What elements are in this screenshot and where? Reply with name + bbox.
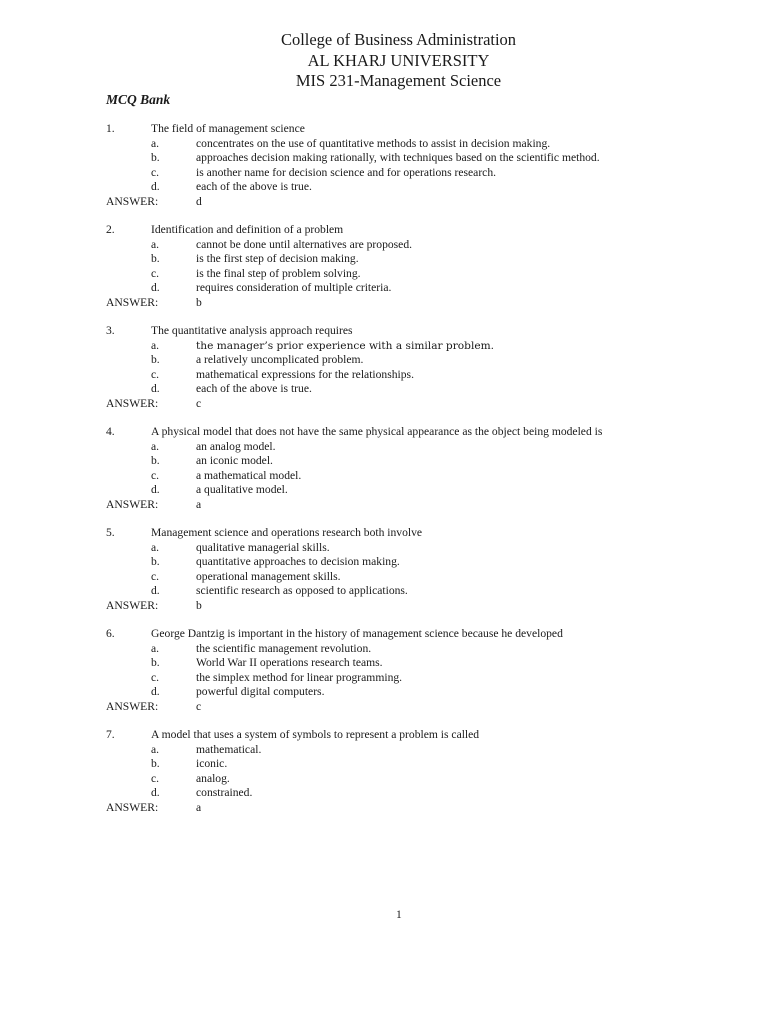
choice-text: powerful digital computers.	[196, 685, 325, 698]
choice-letter: b.	[151, 252, 160, 265]
choice-line	[0, 743, 768, 758]
choice-text: each of the above is true.	[196, 180, 312, 193]
question-stem: George Dantzig is important in the history of management science because he developed	[151, 627, 563, 640]
answer-value: c	[196, 396, 202, 410]
answer-line	[0, 195, 768, 210]
choice-text: each of the above is true.	[196, 382, 312, 395]
question-stem-line	[0, 324, 768, 339]
question-stem: A model that uses a system of symbols to represent a problem is called	[151, 728, 480, 741]
answer-line	[0, 700, 768, 715]
question-item	[0, 526, 768, 613]
choice-letter: b.	[151, 757, 160, 770]
question-item	[0, 122, 768, 209]
choice-line	[0, 454, 768, 469]
choice-text: a mathematical model.	[196, 468, 302, 482]
question-number: 5.	[106, 526, 115, 539]
choice-letter: c.	[151, 165, 160, 179]
answer-label: ANSWER:	[106, 699, 159, 713]
answer-value: a	[196, 800, 202, 814]
choice-line	[0, 772, 768, 787]
course-title: MIS 231-Management Science	[295, 71, 502, 90]
choice-line	[0, 656, 768, 671]
answer-label: ANSWER:	[106, 295, 159, 309]
answer-label: ANSWER:	[106, 497, 159, 511]
question-item	[0, 627, 768, 714]
question-item	[0, 324, 768, 411]
university-name: AL KHARJ UNIVERSITY	[307, 50, 490, 70]
choice-text: is the final step of problem solving.	[196, 266, 361, 280]
question-number: 6.	[106, 627, 115, 640]
choice-line	[0, 555, 768, 570]
choice-line	[0, 166, 768, 181]
question-stem: The quantitative analysis approach requires	[151, 324, 353, 337]
choice-line	[0, 570, 768, 585]
question-stem: A physical model that does not have the same physical appearance as the object being modeled is	[151, 425, 603, 438]
question-stem-line	[0, 223, 768, 238]
question-stem-line	[0, 728, 768, 743]
choice-text: approaches decision making rationally, with techniques based on the scientific method.	[196, 151, 600, 164]
choice-letter: d.	[151, 281, 160, 294]
choice-text: requires consideration of multiple criteria.	[196, 281, 392, 294]
choice-line	[0, 151, 768, 166]
answer-line	[0, 498, 768, 513]
choice-line	[0, 238, 768, 253]
choice-line	[0, 469, 768, 484]
choice-letter: c.	[151, 569, 160, 583]
answer-label: ANSWER:	[106, 800, 159, 814]
answer-value: c	[196, 699, 202, 713]
choice-letter: a.	[151, 439, 160, 453]
choice-letter: b.	[151, 656, 160, 669]
choice-letter: a.	[151, 540, 160, 554]
choice-letter: d.	[151, 180, 160, 193]
choice-letter: c.	[151, 367, 160, 381]
question-number: 7.	[106, 728, 115, 741]
question-stem-line	[0, 627, 768, 642]
choice-line	[0, 267, 768, 282]
choice-letter: d.	[151, 483, 160, 496]
question-number: 1.	[106, 122, 115, 135]
choice-letter: a.	[151, 641, 160, 655]
choice-line	[0, 382, 768, 397]
choice-letter: a.	[151, 237, 160, 251]
choice-line	[0, 180, 768, 195]
answer-value: a	[196, 497, 202, 511]
choice-line	[0, 685, 768, 700]
choice-line	[0, 642, 768, 657]
answer-label: ANSWER:	[106, 396, 159, 410]
choice-text: cannot be done until alternatives are proposed.	[196, 237, 413, 251]
answer-line	[0, 599, 768, 614]
choice-line	[0, 786, 768, 801]
choice-line	[0, 368, 768, 383]
choice-letter: b.	[151, 353, 160, 366]
choice-text: a qualitative model.	[196, 483, 288, 496]
question-stem: Management science and operations research both involve	[151, 526, 423, 539]
question-item	[0, 728, 768, 815]
question-stem-line	[0, 122, 768, 137]
answer-label: ANSWER:	[106, 194, 159, 208]
choice-text: mathematical expressions for the relationships.	[196, 367, 414, 381]
choice-text: World War II operations research teams.	[196, 656, 383, 669]
question-stem-line	[0, 526, 768, 541]
choice-text: an analog model.	[196, 439, 276, 453]
question-number: 3.	[106, 324, 115, 337]
choice-letter: a.	[151, 338, 160, 352]
choice-line	[0, 483, 768, 498]
choice-letter: d.	[151, 584, 160, 597]
choice-line	[0, 252, 768, 267]
question-number: 4.	[106, 425, 115, 438]
answer-line	[0, 397, 768, 412]
answer-label: ANSWER:	[106, 598, 159, 612]
choice-text: quantitative approaches to decision making.	[196, 555, 400, 568]
choice-letter: c.	[151, 468, 160, 482]
choice-letter: b.	[151, 454, 160, 467]
choice-letter: c.	[151, 266, 160, 280]
question-item	[0, 425, 768, 512]
document-header	[0, 30, 768, 92]
question-stem: Identification and definition of a problem	[151, 223, 344, 236]
page-number: 1	[396, 908, 402, 921]
choice-text: is the first step of decision making.	[196, 252, 359, 265]
choice-letter: b.	[151, 555, 160, 568]
choice-letter: a.	[151, 136, 160, 150]
answer-line	[0, 296, 768, 311]
choice-line	[0, 541, 768, 556]
choice-text: the scientific management revolution.	[196, 641, 372, 655]
choice-letter: d.	[151, 786, 160, 799]
choice-text: is another name for decision science and for operations research.	[196, 165, 497, 179]
answer-line	[0, 801, 768, 816]
choice-line	[0, 671, 768, 686]
answer-value: b	[196, 598, 202, 612]
question-item	[0, 223, 768, 310]
choice-line	[0, 584, 768, 599]
choice-text: operational management skills.	[196, 569, 341, 583]
choice-line	[0, 440, 768, 455]
choice-line	[0, 281, 768, 296]
choice-line	[0, 353, 768, 368]
choice-line	[0, 757, 768, 772]
choice-text: mathematical.	[196, 742, 262, 756]
bank-title: MCQ Bank	[106, 92, 171, 107]
question-stem-line	[0, 425, 768, 440]
choice-text: the manager’s prior experience with a similar problem.	[196, 339, 495, 352]
choice-letter: d.	[151, 685, 160, 698]
choice-text: constrained.	[196, 786, 253, 799]
choice-letter: a.	[151, 742, 160, 756]
answer-value: d	[196, 194, 202, 208]
answer-value: b	[196, 295, 202, 309]
choice-letter: b.	[151, 151, 160, 164]
choice-text: analog.	[196, 771, 230, 785]
choice-text: an iconic model.	[196, 454, 273, 467]
choice-text: scientific research as opposed to applications.	[196, 584, 408, 597]
choice-text: the simplex method for linear programming.	[196, 670, 403, 684]
choice-line	[0, 339, 768, 354]
choice-letter: d.	[151, 382, 160, 395]
choice-text: concentrates on the use of quantitative methods to assist in decision making.	[196, 136, 551, 150]
choice-letter: c.	[151, 670, 160, 684]
choice-letter: c.	[151, 771, 160, 785]
choice-text: a relatively uncomplicated problem.	[196, 353, 364, 366]
question-number: 2.	[106, 223, 115, 236]
choice-text: iconic.	[196, 757, 228, 770]
choice-line	[0, 137, 768, 152]
choice-text: qualitative managerial skills.	[196, 540, 330, 554]
college-name: College of Business Administration	[280, 30, 517, 49]
question-stem: The field of management science	[151, 122, 305, 135]
